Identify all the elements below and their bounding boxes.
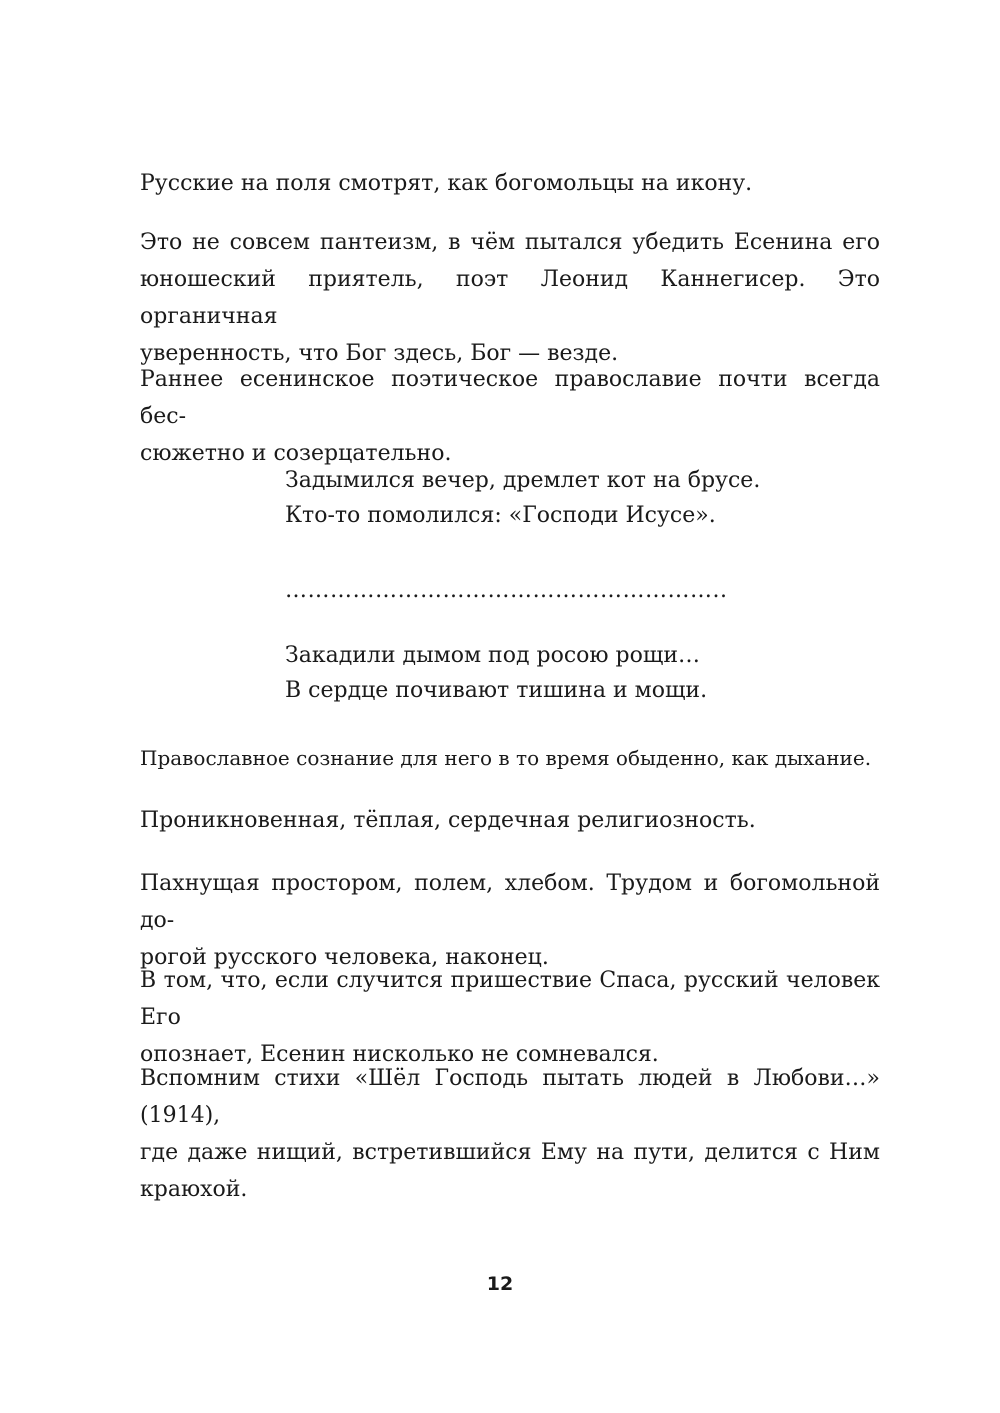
text-line: опознает, Есенин нисколько не сомневался. — [140, 1042, 659, 1067]
text-line: Раннее есенинское поэтическое православие почти всегда бес- — [140, 367, 880, 429]
verse-ellipsis: ………………………………………………….. — [285, 578, 728, 603]
verse-line: В сердце почивают тишина и мощи. — [285, 678, 708, 703]
text-line: Православное сознание для него в то время обыденно, как дыхание. — [140, 746, 872, 770]
paragraph — [140, 740, 880, 777]
paragraph — [140, 962, 880, 1073]
text-line: Проникновенная, тёплая, сердечная религиозность. — [140, 808, 756, 833]
text-line: В том, что, если случится пришествие Спаса, русский человек Его — [140, 968, 880, 1030]
paragraph — [140, 865, 880, 976]
paragraph — [140, 224, 880, 372]
paragraph — [140, 802, 880, 839]
text-line: сюжетно и созерцательно. — [140, 441, 452, 466]
text-line: Это не совсем пантеизм, в чём пытался убедить Есенина его — [140, 230, 880, 255]
book-page — [140, 0, 880, 1413]
verse-stanza — [285, 638, 707, 708]
text-line: Пахнущая простором, полем, хлебом. Трудом и богомольной до- — [140, 871, 880, 933]
verse-stanza — [285, 463, 760, 533]
text-line: Вспомним стихи «Шёл Господь пытать людей в Любови…» (1914), — [140, 1066, 880, 1128]
verse-line: Задымился вечер, дремлет кот на брусе. — [285, 468, 761, 493]
text-line: юношеский приятель, поэт Леонид Каннегисер. Это органичная — [140, 267, 880, 329]
paragraph — [140, 1060, 880, 1208]
paragraph — [140, 165, 880, 202]
text-line: краюхой. — [140, 1177, 248, 1202]
text-line: Русские на поля смотрят, как богомольцы на икону. — [140, 171, 753, 196]
text-line: рогой русского человека, наконец. — [140, 945, 549, 970]
text-line: уверенность, что Бог здесь, Бог — везде. — [140, 341, 619, 366]
page-number: 12 — [486, 1273, 514, 1295]
text-line: где даже нищий, встретившийся Ему на пути, делится с Ним — [140, 1140, 880, 1165]
verse-line: Кто-то помолился: «Господи Исусе». — [285, 503, 716, 528]
verse-line: Закадили дымом под росою рощи… — [285, 643, 700, 668]
paragraph — [140, 361, 880, 472]
